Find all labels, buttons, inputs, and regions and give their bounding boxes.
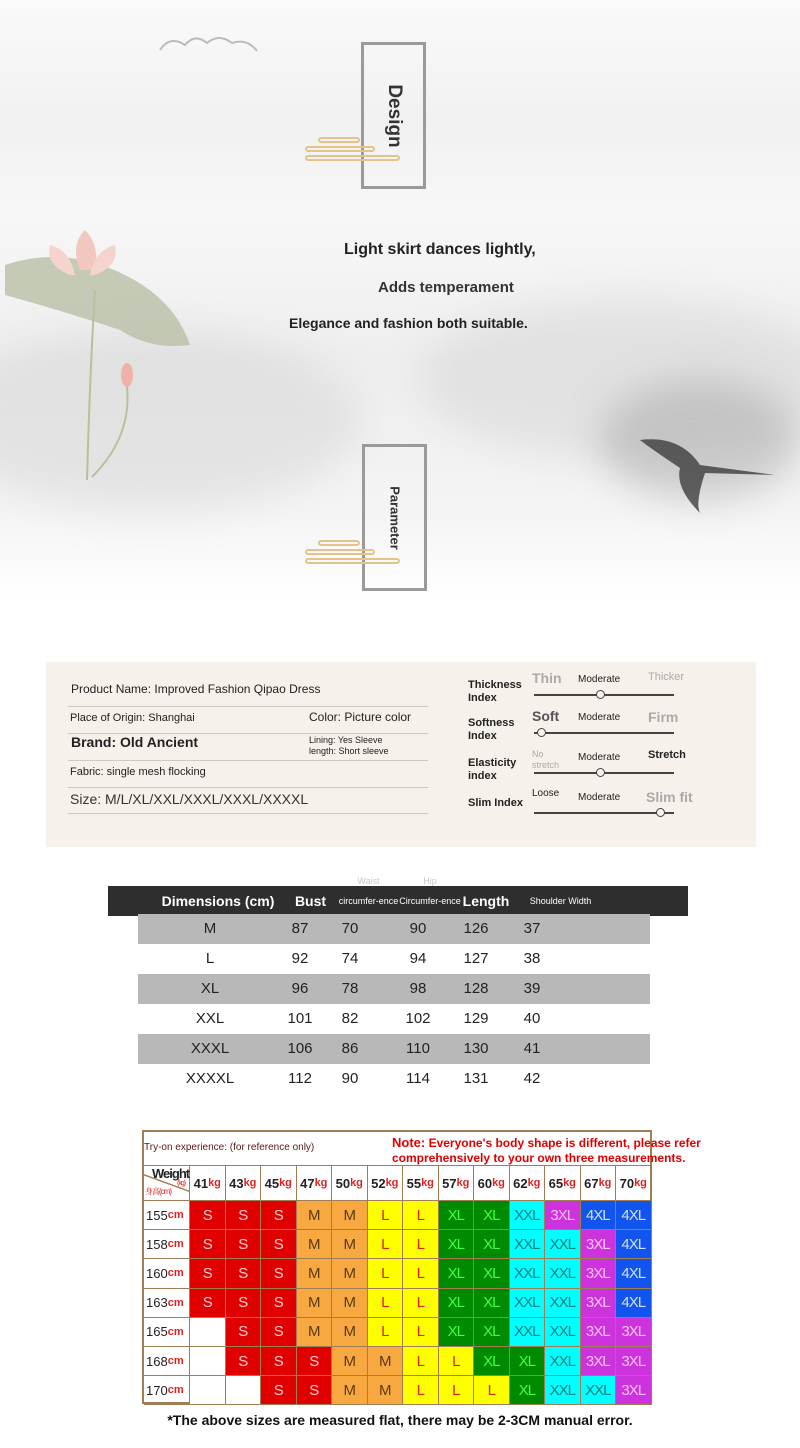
index-slider-track — [534, 694, 674, 696]
note — [392, 1135, 792, 1166]
weight-value: 47 — [300, 1175, 315, 1191]
size-cell: 3XL — [581, 1289, 617, 1318]
size-cell: M — [332, 1259, 368, 1288]
try-on-size-chart — [142, 1130, 701, 1404]
size-cell: M — [332, 1318, 368, 1347]
weight-unit: kg — [279, 1177, 292, 1189]
size-cell: XXL — [545, 1259, 581, 1288]
dimensions-header-cell: Shoulder Width — [529, 895, 592, 906]
size-cell: S — [190, 1289, 226, 1318]
index-left-option: Soft — [532, 708, 560, 724]
corner-kg-label: (kg) — [177, 1180, 186, 1187]
weight-header-cell — [332, 1165, 368, 1201]
dimensions-cell: 39 — [523, 980, 541, 997]
size-cell: M — [297, 1201, 333, 1230]
size-cell: XXL — [510, 1289, 546, 1318]
dimensions-cell: 90 — [341, 1070, 359, 1087]
height-unit: cm — [167, 1325, 184, 1338]
index-right-option: Thicker — [648, 671, 685, 683]
gold-line-decoration — [305, 558, 400, 564]
size-cell: L — [403, 1230, 439, 1259]
dimensions-cell: 128 — [463, 980, 489, 997]
dimensions-row — [138, 1034, 650, 1064]
height-unit: cm — [167, 1238, 184, 1251]
dimensions-header-cell: Circumfer-ence — [399, 895, 461, 906]
size-cell: S — [261, 1376, 297, 1405]
size-cell: M — [297, 1230, 333, 1259]
index-middle-option: Moderate — [578, 752, 621, 763]
index-right-option: Stretch — [648, 749, 686, 761]
size-cell: L — [403, 1347, 439, 1376]
dimensions-cell: 112 — [288, 1070, 312, 1087]
size-cell: S — [261, 1289, 297, 1318]
size-cell: XXL — [545, 1289, 581, 1318]
brand: Brand: Old Ancient — [71, 734, 199, 750]
size-cell: S — [297, 1376, 333, 1405]
size-cell: XL — [510, 1376, 546, 1405]
size-cell: S — [226, 1318, 262, 1347]
size-cell: XXL — [545, 1376, 581, 1405]
weight-value: 67 — [584, 1175, 599, 1191]
index-slider-track — [534, 732, 674, 734]
index-label: Thickness Index — [468, 679, 522, 704]
dimensions-cell: 101 — [287, 1010, 313, 1027]
weight-header-cell — [190, 1165, 226, 1201]
size-cell: S — [261, 1318, 297, 1347]
size-cell: S — [226, 1259, 262, 1288]
weight-header-cell — [297, 1165, 333, 1201]
design-label: Design — [383, 83, 405, 148]
height-value: 170 — [146, 1382, 168, 1398]
size-cell: XL — [439, 1318, 475, 1347]
dimensions-header-cell: Length — [462, 893, 510, 909]
weight-unit: kg — [208, 1177, 221, 1189]
lotus-icon — [0, 230, 200, 490]
size-cell: XXL — [545, 1230, 581, 1259]
weight-unit: kg — [456, 1177, 470, 1189]
size-cell — [190, 1318, 226, 1347]
dimensions-cell: 82 — [341, 1010, 359, 1027]
poem-line-2: Adds temperament — [378, 279, 514, 296]
size-cell: M — [332, 1376, 368, 1405]
size-cell: S — [190, 1201, 226, 1230]
dimensions-cell: 110 — [406, 1040, 430, 1057]
gold-line-decoration — [305, 155, 400, 161]
try-on-title: Try-on experience: (for reference only) — [144, 1142, 315, 1153]
size-cell: L — [439, 1376, 475, 1405]
dimensions-cell: 106 — [287, 1040, 313, 1057]
dimensions-cell: 38 — [523, 950, 541, 967]
dimensions-header — [108, 886, 688, 916]
cloud-icon — [155, 30, 265, 60]
size-cell: L — [403, 1289, 439, 1318]
dimensions-cell: 131 — [463, 1070, 489, 1087]
size-cell: XL — [474, 1289, 510, 1318]
size-cell: S — [261, 1347, 297, 1376]
weight-value: 62 — [513, 1175, 528, 1191]
parameter-section-label — [362, 444, 427, 591]
dimensions-cell: XXL — [195, 1010, 225, 1027]
weight-unit: kg — [598, 1177, 612, 1189]
dimensions-cell: 78 — [341, 980, 359, 997]
corner-weight-label: Weight — [152, 1166, 190, 1181]
size-cell — [190, 1376, 226, 1405]
dimensions-cell: 74 — [341, 950, 359, 967]
dimensions-cell: 129 — [463, 1010, 489, 1027]
index-right-option: Slim fit — [646, 789, 693, 805]
weight-header-cell — [439, 1165, 475, 1201]
dimensions-cell: 37 — [523, 920, 541, 937]
index-label: Softness Index — [468, 717, 515, 742]
size-cell: 3XL — [616, 1347, 652, 1376]
height-row-label — [144, 1347, 190, 1376]
footer-note: *The above sizes are measured flat, there may be 2-3CM manual error. — [167, 1412, 633, 1428]
size-cell: 3XL — [581, 1347, 617, 1376]
size-cell: 4XL — [581, 1201, 617, 1230]
dimensions-cell: 87 — [291, 920, 309, 937]
dimensions-cell: XXXXL — [185, 1070, 235, 1087]
weight-value: 65 — [548, 1175, 564, 1191]
size-cell: 4XL — [616, 1289, 652, 1318]
dimensions-header-cell: Bust — [294, 893, 327, 909]
dimensions-cell: 42 — [523, 1070, 541, 1087]
size-list: Size: M/L/XL/XXL/XXXL/XXXL/XXXXL — [70, 791, 309, 807]
size-cell: 4XL — [616, 1259, 652, 1288]
weight-value: 55 — [406, 1175, 422, 1191]
index-slider-knob — [596, 690, 605, 699]
dimensions-cell: 41 — [523, 1040, 541, 1057]
divider — [68, 787, 428, 788]
weight-unit: kg — [492, 1177, 505, 1189]
size-cell: XXL — [581, 1376, 617, 1405]
height-value: 160 — [146, 1265, 168, 1281]
dimensions-cell: 130 — [463, 1040, 489, 1057]
divider — [68, 813, 428, 814]
weight-value: 45 — [264, 1175, 280, 1191]
weight-header-cell — [474, 1165, 510, 1201]
height-row-label — [144, 1376, 190, 1405]
parameter-label: Parameter — [387, 485, 402, 550]
size-cell: L — [368, 1230, 404, 1259]
height-unit: cm — [167, 1384, 184, 1397]
weight-value: 41 — [193, 1175, 209, 1191]
height-value: 165 — [146, 1324, 168, 1340]
height-value: 168 — [146, 1353, 168, 1369]
height-unit: cm — [167, 1296, 184, 1309]
index-right-option: Firm — [648, 709, 679, 725]
place-of-origin: Place of Origin: Shanghai — [70, 712, 195, 724]
weight-value: 57 — [442, 1175, 457, 1191]
weight-header-cell — [368, 1165, 404, 1201]
size-cell: M — [332, 1230, 368, 1259]
weight-unit: kg — [563, 1177, 576, 1189]
dimensions-cell: XXXL — [190, 1040, 230, 1057]
size-cell: S — [261, 1230, 297, 1259]
height-unit: cm — [167, 1209, 184, 1222]
index-middle-option: Moderate — [578, 792, 621, 803]
weight-value: 60 — [477, 1175, 493, 1191]
gold-line-decoration — [305, 549, 375, 555]
size-cell: L — [474, 1376, 510, 1405]
size-cell: 3XL — [616, 1318, 652, 1347]
size-cell: XL — [474, 1347, 510, 1376]
size-cell: S — [261, 1259, 297, 1288]
size-cell: S — [226, 1289, 262, 1318]
dimensions-cell: 98 — [409, 980, 427, 997]
note-label: Note: — [392, 1135, 426, 1150]
weight-value: 50 — [335, 1175, 351, 1191]
size-cell: S — [297, 1347, 333, 1376]
corner-height-label: 身高(cm) — [145, 1187, 171, 1196]
size-cell: M — [332, 1289, 368, 1318]
lining-line: Lining: Yes Sleeve — [309, 735, 383, 745]
weight-header-cell — [403, 1165, 439, 1201]
dimensions-cell: M — [203, 920, 217, 937]
dimensions-cell: 92 — [291, 950, 309, 967]
size-cell: L — [368, 1289, 404, 1318]
height-value: 158 — [146, 1236, 168, 1252]
gold-line-decoration — [318, 137, 360, 143]
fabric: Fabric: single mesh flocking — [70, 766, 206, 778]
height-row-label — [144, 1289, 190, 1318]
size-cell: XL — [439, 1230, 475, 1259]
height-value: 163 — [146, 1295, 168, 1311]
dimensions-cell: 40 — [523, 1010, 541, 1027]
dimensions-cell: XL — [200, 980, 220, 997]
divider — [68, 760, 428, 761]
lining — [309, 735, 389, 757]
height-row-label — [144, 1259, 190, 1288]
hero-banner — [0, 0, 800, 600]
size-cell: M — [297, 1318, 333, 1347]
dimensions-row — [138, 944, 650, 974]
size-cell: XL — [510, 1347, 546, 1376]
size-cell: S — [190, 1230, 226, 1259]
dimensions-header-cell: Dimensions (cm) — [161, 893, 275, 909]
size-cell: L — [403, 1376, 439, 1405]
index-middle-option: Moderate — [578, 674, 621, 685]
size-cell: 3XL — [581, 1230, 617, 1259]
weight-unit: kg — [314, 1177, 328, 1189]
size-cell: L — [403, 1201, 439, 1230]
poem-line-1: Light skirt dances lightly, — [344, 241, 536, 258]
size-cell: XXL — [545, 1347, 581, 1376]
dimensions-row — [138, 1004, 650, 1034]
index-slider-knob — [537, 728, 546, 737]
dimensions-cell: 70 — [341, 920, 359, 937]
note-text: Everyone's body shape is different, please refer comprehensively to your own three measurements. — [392, 1136, 701, 1165]
size-cell: XL — [474, 1318, 510, 1347]
height-row-label — [144, 1201, 190, 1230]
size-cell: L — [403, 1318, 439, 1347]
size-cell: 3XL — [581, 1259, 617, 1288]
size-cell: L — [368, 1201, 404, 1230]
weight-header-cell — [510, 1165, 546, 1201]
size-cell: 3XL — [545, 1201, 581, 1230]
divider — [68, 706, 428, 707]
weight-header-cell — [545, 1165, 581, 1201]
size-cell: M — [297, 1289, 333, 1318]
parameter-panel — [46, 662, 756, 847]
size-cell: S — [190, 1259, 226, 1288]
dimensions-cell: 90 — [409, 920, 427, 937]
dimensions-row — [138, 974, 650, 1004]
weight-unit: kg — [421, 1177, 434, 1189]
index-middle-option: Moderate — [578, 712, 621, 723]
dimensions-cell: 96 — [291, 980, 309, 997]
weight-unit: kg — [243, 1177, 257, 1189]
size-cell: M — [368, 1347, 404, 1376]
size-cell: S — [226, 1230, 262, 1259]
size-cell: XL — [474, 1201, 510, 1230]
weight-unit: kg — [634, 1177, 647, 1189]
weight-header-cell — [226, 1165, 262, 1201]
size-cell: S — [261, 1201, 297, 1230]
index-label: Slim Index — [468, 797, 524, 809]
size-cell: XL — [439, 1201, 475, 1230]
dimensions-cell: 94 — [409, 950, 427, 967]
product-name: Product Name: Improved Fashion Qipao Dress — [71, 682, 321, 696]
poem-line-3: Elegance and fashion both suitable. — [289, 315, 528, 331]
size-cell: M — [368, 1376, 404, 1405]
sleeve-length-line: length: Short sleeve — [309, 746, 389, 756]
size-cell: XL — [439, 1259, 475, 1288]
size-cell: XXL — [545, 1318, 581, 1347]
index-left-option: Loose — [532, 788, 560, 799]
design-section-label — [361, 42, 426, 189]
size-cell — [226, 1376, 262, 1405]
dimensions-row — [138, 1064, 650, 1094]
weight-unit: kg — [385, 1177, 399, 1189]
dimensions-cell: 86 — [341, 1040, 359, 1057]
dimensions-cell: 126 — [463, 920, 489, 937]
index-slider-knob — [596, 768, 605, 777]
weight-header-cell — [581, 1165, 617, 1201]
weight-value: 43 — [229, 1175, 244, 1191]
dimensions-header-cell: circumfer-ence — [338, 895, 399, 906]
size-cell: M — [332, 1201, 368, 1230]
size-cell: XXL — [510, 1201, 546, 1230]
dimensions-cell: 102 — [405, 1010, 431, 1027]
height-value: 155 — [146, 1207, 168, 1223]
weight-value: 70 — [619, 1175, 635, 1191]
dimensions-cell: 127 — [463, 950, 489, 967]
size-cell: 4XL — [616, 1201, 652, 1230]
weight-value: 52 — [371, 1175, 386, 1191]
dimensions-cell: L — [205, 950, 215, 967]
index-label: Elasticity index — [468, 757, 517, 782]
color: Color: Picture color — [309, 710, 412, 724]
size-cell: XXL — [510, 1259, 546, 1288]
size-cell: S — [226, 1347, 262, 1376]
weight-unit: kg — [350, 1177, 363, 1189]
weight-header-cell — [261, 1165, 297, 1201]
index-slider-knob — [656, 808, 665, 817]
size-cell: 3XL — [616, 1376, 652, 1405]
size-cell: L — [368, 1259, 404, 1288]
index-slider-track — [534, 772, 674, 774]
size-cell: XL — [474, 1259, 510, 1288]
size-cell: S — [226, 1201, 262, 1230]
weight-header-cell — [616, 1165, 652, 1201]
index-left-option: No stretch — [532, 749, 560, 770]
size-cell: M — [332, 1347, 368, 1376]
size-cell — [190, 1347, 226, 1376]
crane-icon — [630, 410, 780, 520]
height-row-label — [144, 1318, 190, 1347]
size-cell: M — [297, 1259, 333, 1288]
weight-unit: kg — [527, 1177, 541, 1189]
size-cell: XXL — [510, 1318, 546, 1347]
gold-line-decoration — [305, 146, 375, 152]
dimensions-cell: 114 — [406, 1070, 430, 1087]
height-row-label — [144, 1230, 190, 1259]
size-cell: L — [403, 1259, 439, 1288]
index-slider-track — [534, 812, 674, 814]
size-cell: 3XL — [581, 1318, 617, 1347]
size-cell: XL — [439, 1289, 475, 1318]
dimensions-header-faint-label: Hip — [423, 876, 437, 886]
size-cell: L — [368, 1318, 404, 1347]
height-unit: cm — [167, 1267, 184, 1280]
height-unit: cm — [167, 1355, 184, 1368]
gold-line-decoration — [318, 540, 360, 546]
index-left-option: Thin — [532, 670, 562, 686]
dimensions-row — [138, 914, 650, 944]
size-cell: L — [439, 1347, 475, 1376]
size-cell: 4XL — [616, 1230, 652, 1259]
corner-cell — [144, 1165, 190, 1201]
dimensions-header-faint-label: Waist — [357, 876, 380, 886]
size-cell: XL — [474, 1230, 510, 1259]
size-cell: XXL — [510, 1230, 546, 1259]
